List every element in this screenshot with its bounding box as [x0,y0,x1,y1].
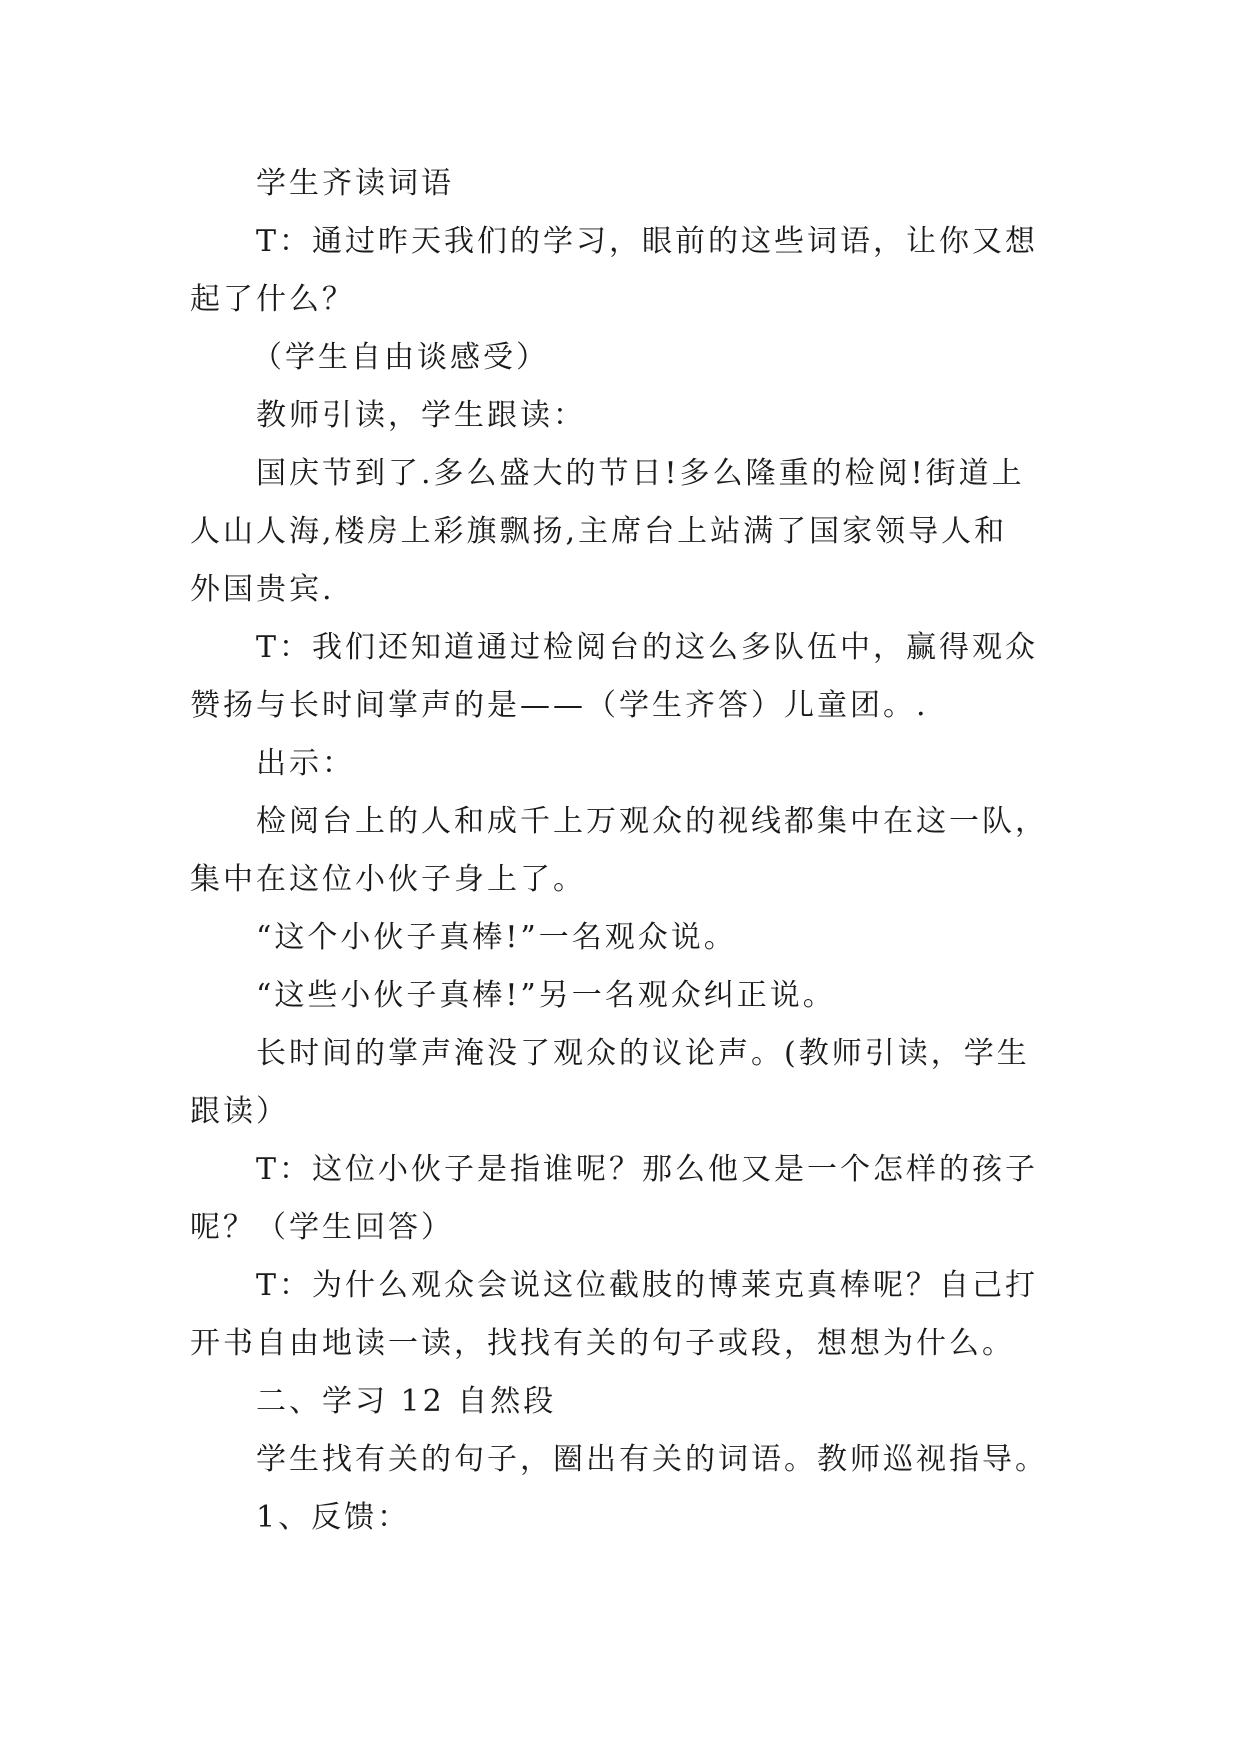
text-line: T：通过昨天我们的学习，眼前的这些词语，让你又想 [256,224,1039,259]
text-line: T：为什么观众会说这位截肢的博莱克真棒呢？自己打 [256,1268,1039,1303]
text-line: T：这位小伙子是指谁呢？那么他又是一个怎样的孩子 [256,1152,1039,1187]
text-line: “这些小伙子真棒!”另一名观众纠正说。 [256,978,836,1013]
text-line: “这个小伙子真棒!”一名观众说。 [256,920,737,955]
text-line: 跟读） [190,1094,289,1129]
text-line: 学生齐读词语 [256,166,454,201]
document-page [190,155,1070,1547]
text-line: 起了什么？ [190,282,355,317]
text-line: 长时间的掌声淹没了观众的议论声。(教师引读，学生 [256,1036,1030,1071]
text-line: 赞扬与长时间掌声的是——（学生齐答）儿童团。. [190,688,929,723]
text-line: 出示： [256,746,355,781]
text-line: 学生找有关的句子，圈出有关的词语。教师巡视指导。 [256,1442,1048,1477]
text-line: 教师引读，学生跟读： [256,398,586,433]
text-line: 检阅台上的人和成千上万观众的视线都集中在这一队， [256,804,1048,839]
text-line: （学生自由谈感受） [252,340,549,375]
text-line: 外国贵宾. [190,572,335,607]
text-line: 1、反馈： [256,1500,411,1535]
text-line: 集中在这位小伙子身上了。 [190,862,586,897]
text-line: 呢？（学生回答） [190,1210,454,1245]
text-line: T：我们还知道通过检阅台的这么多队伍中，赢得观众 [256,630,1039,665]
text-line: 二、学习 12 自然段 [256,1384,557,1419]
text-line: 国庆节到了.多么盛大的节日!多么隆重的检阅!街道上 [256,456,1025,491]
text-line: 人山人海,楼房上彩旗飘扬,主席台上站满了国家领导人和 [190,514,1008,549]
text-line: 开书自由地读一读，找找有关的句子或段，想想为什么。 [190,1326,1015,1361]
